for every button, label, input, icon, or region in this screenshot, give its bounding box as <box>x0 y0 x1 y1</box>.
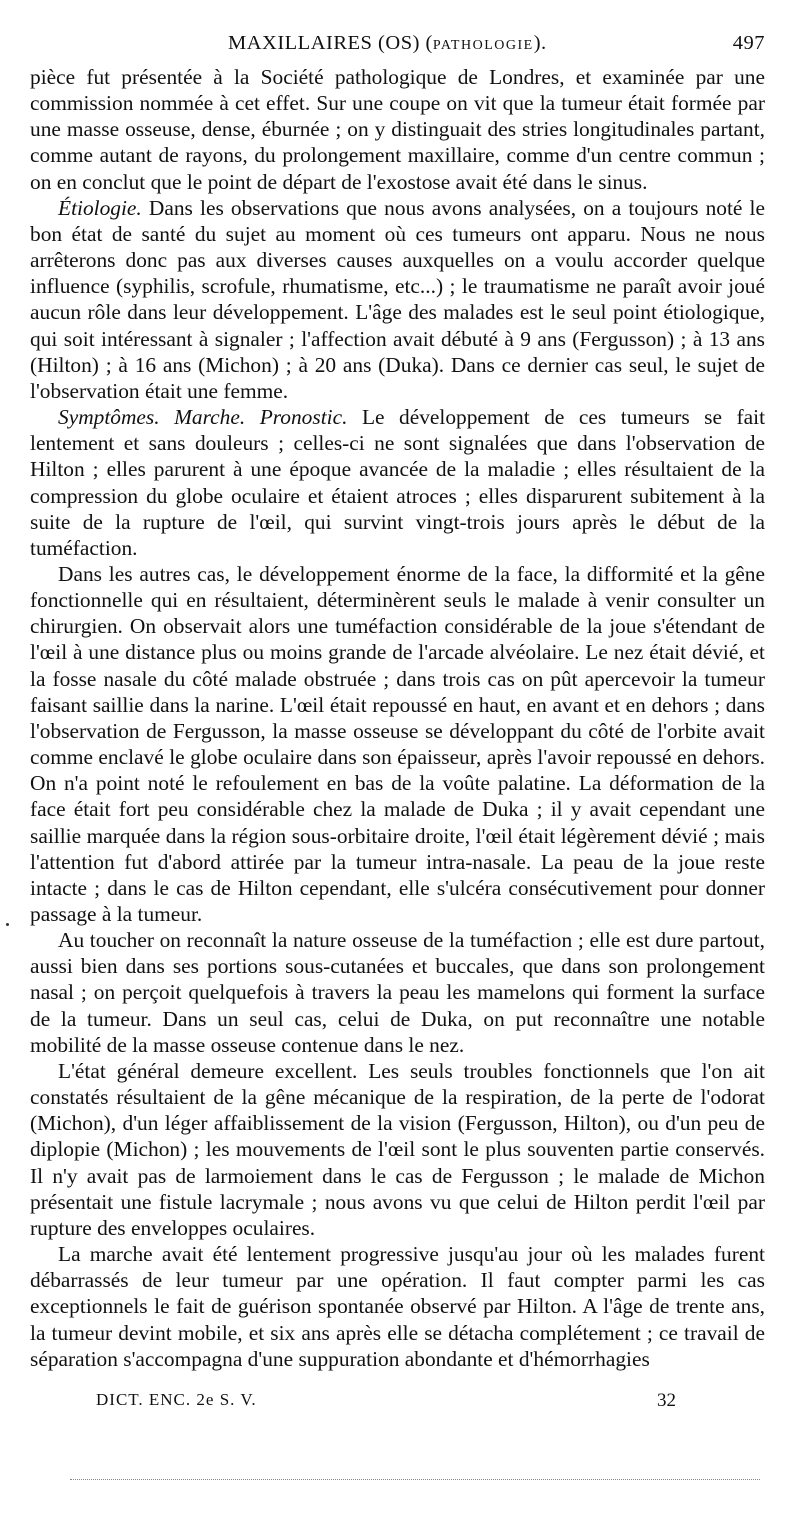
running-title-main: MAXILLAIRES (OS) ( <box>228 32 433 54</box>
running-title-subject: PATHOLOGIE <box>432 38 534 53</box>
margin-mark <box>6 923 9 926</box>
paragraph-continuation: pièce fut présentée à la Société pathologique de Londres, et examinée par une commission nommée à cet effet. Sur une coupe on vit que la tumeur était formée par une masse osseuse, dense, éburnée ; on y distinguait des stries longitudinales partant, comme autant de rayons, du prolongement maxillaire, comme d'un centre commun ; on en conclut que le point de départ de l'exostose avait été dans le sinus. <box>30 65 765 194</box>
running-title-end: ). <box>533 32 547 54</box>
printer-signature: DICT. ENC. 2e S. V. <box>96 1390 257 1409</box>
article-body <box>30 64 765 1372</box>
section-heading-symptomes: Symptômes. Marche. Pronostic. <box>58 405 348 430</box>
paragraph-symptomes <box>30 404 765 561</box>
paragraph-autres-cas: Dans les autres cas, le développement énorme de la face, la difformité et la gêne fonctionnelle qui en résultaient, déterminèrent seuls le malade à venir consulter un chirurgien. On observait alors une tuméfaction considérable de la joue s'étendant de l'œil à une distance plus ou moins grande de l'arcade alvéolaire. Le nez était dévié, et la fosse nasale du côté malade obstruée ; dans trois cas on pût apercevoir la tumeur faisant saillie dans la narine. L'œil était repoussé en haut, en avant et en dehors ; dans l'observation de Fergusson, la masse osseuse se développant du côté de l'orbite avait comme enclavé le globe oculaire dans son épaisseur, après l'avoir repoussé en dehors. On n'a point noté le refoulement en bas de la voûte palatine. La déformation de la face était fort peu considérable chez la malade de Duka ; il y avait cependant une saillie marquée dans la région sous-orbitaire droite, l'œil était légèrement dévié ; mais l'attention fut d'abord attirée par la tumeur intra-nasale. La peau de la joue reste intacte ; dans le cas de Hilton cependant, elle s'ulcéra consécutivement pour donner passage à la tumeur. <box>30 561 765 926</box>
running-head <box>30 32 765 60</box>
section-heading-etiologie: Étiologie. <box>58 195 142 220</box>
scan-bleedthrough-line <box>70 1479 760 1480</box>
sheet-number: 32 <box>657 1390 676 1411</box>
paragraph-marche: La marche avait été lentement progressive jusqu'au jour où les malades furent débarrassés de leur tumeur par une opération. Il faut compter parmi les cas exceptionnels le fait de guérison spontanée observé par Hilton. A l'âge de trente ans, la tumeur devint mobile, et six ans après elle se détacha complétement ; ce travail de séparation s'accompagna d'une suppuration abondante et d'hémorrhagies <box>30 1242 765 1371</box>
paragraph-toucher: Au toucher on reconnaît la nature osseuse de la tuméfaction ; elle est dure partout, aussi bien dans ses portions sous-cutanées et buccales, que dans son prolongement nasal ; on perçoit quelquefois à travers la peau les mamelons qui forment la surface de la tumeur. Dans un seul cas, celui de Duka, on put reconnaître une notable mobilité de la masse osseuse contenue dans le nez. <box>30 928 765 1057</box>
paragraph-etat-general: L'état général demeure excellent. Les seuls troubles fonctionnels que l'on ait constatés résultaient de la gêne mécanique de la respiration, de la perte de l'odorat (Michon), d'un léger affaiblissement de la vision (Fergusson, Hilton), ou d'un peu de diplopie (Michon) ; les mouvements de l'œil sont le plus souventen partie conservés. Il n'y avait pas de larmoiement dans le cas de Fergusson ; le malade de Michon présentait une fistule lacrymale ; nous avons vu que celui de Hilton perdit l'œil par rupture des enveloppes oculaires. <box>30 1058 765 1240</box>
paragraph-etiologie-text: Dans les observations que nous avons analysées, on a toujours noté le bon état de santé du sujet au moment où ces tumeurs ont apparu. Nous ne nous arrêterons donc pas aux diverses causes auxquelles on a voulu accorder quelque influence (syphilis, scrofule, rhumatisme, etc...) ; le traumatisme ne paraît avoir joué aucun rôle dans leur développement. L'âge des malades est le seul point étiologique, qui soit intéressant à signaler ; l'affection avait débuté à 9 ans (Fergusson) ; à 13 ans (Hilton) ; à 16 ans (Michon) ; à 20 ans (Duka). Dans ce dernier cas seul, le sujet de l'observation était une femme. <box>30 195 765 403</box>
page-number: 497 <box>732 32 765 54</box>
paragraph-etiologie <box>30 195 765 404</box>
running-title <box>228 32 547 55</box>
page-footer <box>30 1390 765 1416</box>
paragraph-symptomes-text: Le développement de ces tumeurs se fait lentement et sans douleurs ; celles-ci ne sont signalées que dans l'observation de Hilton ; elles parurent à une époque avancée de la maladie ; elles résultaient de la compression du globe oculaire et étaient atroces ; elles disparurent subitement à la suite de la rupture de l'œil, qui survint vingt-trois jours après le début de la tuméfaction. <box>30 405 766 560</box>
